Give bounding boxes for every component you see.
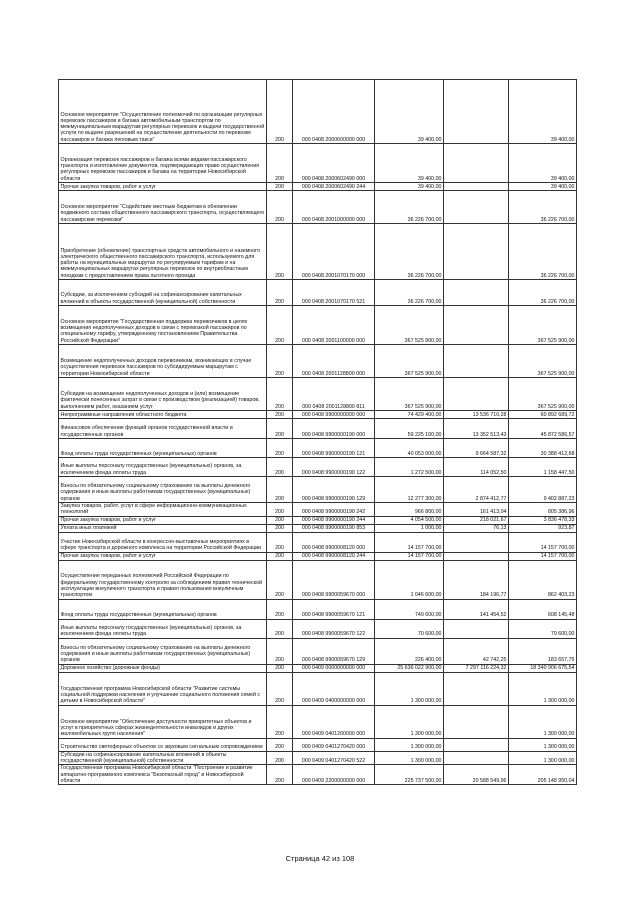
table-row (59, 738, 577, 751)
row-plan-cell: 1 300 000,00 (375, 738, 444, 751)
row-spent-cell (444, 80, 509, 144)
row-name-cell: Прочая закупка товаров, работ и услуг (59, 183, 267, 191)
row-plan-cell: 1 046 600,00 (375, 560, 444, 599)
row-code-cell: 200 (267, 705, 293, 738)
row-kbk-cell: 000 0408 2001070170 521 (293, 280, 375, 306)
table-row (59, 552, 577, 560)
row-remain-cell: 60 892 689,72 (509, 411, 577, 419)
table-row (59, 599, 577, 619)
row-plan-cell: 367 525 900,00 (375, 306, 444, 345)
page-number: Страница 42 из 108 (285, 854, 355, 863)
table-row (59, 532, 577, 552)
row-plan-cell: 39 400,00 (375, 183, 444, 191)
row-remain-cell: 367 525 900,00 (509, 345, 577, 378)
row-code-cell: 200 (267, 552, 293, 560)
row-plan-cell: 4 054 500,00 (375, 516, 444, 524)
row-name-cell: Взносы по обязательному социальному страхованию на выплаты денежного содержания и иные выплаты работникам государственных (муниципальных) органов (59, 477, 267, 503)
row-remain-cell: 1 158 447,50 (509, 458, 577, 477)
row-remain-cell: 39 400,00 (509, 80, 577, 144)
row-name-cell: Уплата иных платежей (59, 524, 267, 532)
row-name-cell: Основное мероприятие "Государственная поддержка перевозчиков в целях возмещения недополученных доходов в связи с перевозкой пассажиров по специальному тарифу, утвержденному постановлением Правительства Российской Федерации" (59, 306, 267, 345)
row-spent-cell: 13 352 513,43 (444, 419, 509, 439)
row-code-cell: 200 (267, 516, 293, 524)
row-remain-cell: 1 300 000,00 (509, 705, 577, 738)
row-kbk-cell: 000 0408 2001100000 000 (293, 306, 375, 345)
row-name-cell: Дорожное хозяйство (дорожные фонды) (59, 664, 267, 672)
row-spent-cell (444, 672, 509, 705)
row-plan-cell: 40 053 000,00 (375, 439, 444, 458)
budget-table (58, 79, 577, 785)
row-plan-cell: 749 600,00 (375, 599, 444, 619)
row-spent-cell: 184 196,77 (444, 560, 509, 599)
row-name-cell: Иные выплаты персоналу государственных (муниципальных) органов, за исключением фонда оплаты труда (59, 458, 267, 477)
row-plan-cell: 1 300 000,00 (375, 705, 444, 738)
table-row (59, 705, 577, 738)
row-name-cell: Участие Новосибирской области в конгрессно-выставочных мероприятиях в сфере транспорта и дорожного комплекса на территории Российской Федерации (59, 532, 267, 552)
row-remain-cell: 30 388 412,68 (509, 439, 577, 458)
row-spent-cell (444, 224, 509, 280)
row-kbk-cell: 000 0408 2000602490 244 (293, 183, 375, 191)
table-row (59, 345, 577, 378)
table-row (59, 439, 577, 458)
row-kbk-cell: 000 0408 9900000000 000 (293, 411, 375, 419)
row-remain-cell: 9 402 887,23 (509, 477, 577, 503)
row-remain-cell: 1 300 000,00 (509, 672, 577, 705)
row-kbk-cell: 000 0409 0401270420 522 (293, 751, 375, 765)
row-kbk-cell: 000 0408 9900059670 000 (293, 560, 375, 599)
row-kbk-cell: 000 0409 0000000000 000 (293, 664, 375, 672)
row-name-cell: Основное мероприятие "Содействие местным бюджетам в обновлении подвижного состава общественного пассажирского транспорта, осуществляющего пассажирские перевозки" (59, 191, 267, 224)
row-code-cell: 200 (267, 599, 293, 619)
row-remain-cell: 36 226 700,00 (509, 224, 577, 280)
row-kbk-cell: 000 0408 9900000190 244 (293, 516, 375, 524)
row-spent-cell (444, 280, 509, 306)
row-plan-cell: 966 800,00 (375, 503, 444, 517)
row-remain-cell: 183 657,75 (509, 638, 577, 664)
row-code-cell: 200 (267, 619, 293, 638)
row-name-cell: Субсидии на софинансирование капитальных вложений в объекты государственной (муниципальной) собственности (59, 751, 267, 765)
row-kbk-cell: 000 0408 9900000190 853 (293, 524, 375, 532)
row-remain-cell: 3 836 478,33 (509, 516, 577, 524)
row-code-cell: 200 (267, 280, 293, 306)
row-remain-cell: 70 600,00 (509, 619, 577, 638)
row-plan-cell: 1 000,00 (375, 524, 444, 532)
row-kbk-cell: 000 0408 9900008120 244 (293, 552, 375, 560)
row-spent-cell (444, 532, 509, 552)
row-code-cell: 200 (267, 664, 293, 672)
row-code-cell: 200 (267, 560, 293, 599)
table-row (59, 191, 577, 224)
row-code-cell: 200 (267, 503, 293, 517)
row-plan-cell: 1 300 000,00 (375, 751, 444, 765)
row-plan-cell: 36 226 700,00 (375, 191, 444, 224)
row-spent-cell (444, 705, 509, 738)
row-code-cell: 200 (267, 638, 293, 664)
row-spent-cell (444, 552, 509, 560)
row-plan-cell: 36 226 700,00 (375, 280, 444, 306)
row-code-cell: 200 (267, 738, 293, 751)
row-spent-cell: 42 742,25 (444, 638, 509, 664)
row-remain-cell: 608 145,48 (509, 599, 577, 619)
row-spent-cell: 76,13 (444, 524, 509, 532)
row-code-cell: 200 (267, 672, 293, 705)
row-plan-cell: 226 400,00 (375, 638, 444, 664)
row-code-cell: 200 (267, 532, 293, 552)
row-plan-cell: 39 400,00 (375, 144, 444, 183)
row-kbk-cell: 000 0408 9900000190 000 (293, 419, 375, 439)
table-row (59, 419, 577, 439)
row-code-cell: 200 (267, 524, 293, 532)
row-kbk-cell: 000 0409 2200000000 000 (293, 765, 375, 785)
row-code-cell: 200 (267, 345, 293, 378)
row-name-cell: Организация перевозок пассажиров и багажа всеми видами пассажирского транспорта и изготовление документов, подтверждающих право осуществления регулярных перевозок пассажиров и багажа на территории Новосибирской области (59, 144, 267, 183)
row-name-cell: Фонд оплаты труда государственных (муниципальных) органов (59, 599, 267, 619)
row-name-cell: Взносы по обязательному социальному страхованию на выплаты денежного содержания и иные выплаты работникам государственных (муниципальных) органов (59, 638, 267, 664)
row-remain-cell: 205 148 950,04 (509, 765, 577, 785)
row-spent-cell: 161 413,04 (444, 503, 509, 517)
row-kbk-cell: 000 0409 0401270420 000 (293, 738, 375, 751)
table-row (59, 765, 577, 785)
row-plan-cell: 74 429 400,00 (375, 411, 444, 419)
table-row (59, 619, 577, 638)
row-kbk-cell: 000 0408 2001070170 000 (293, 224, 375, 280)
row-plan-cell: 70 600,00 (375, 619, 444, 638)
table-row (59, 378, 577, 411)
row-name-cell: Основное мероприятие "Обеспечение доступности приоритетных объектов и услуг в приоритетных сферах жизнедеятельности инвалидов и других маломобильных групп населения" (59, 705, 267, 738)
row-spent-cell: 114 052,50 (444, 458, 509, 477)
row-name-cell: Государственная программа Новосибирской области "Построение и развитие аппаратно-программного комплекса "Безопасный город" в Новосибирской области (59, 765, 267, 785)
row-spent-cell (444, 191, 509, 224)
row-spent-cell: 7 297 116 224,32 (444, 664, 509, 672)
row-name-cell: Возмещение недополученных доходов перевозчикам, возникающих в случае осуществления перевозок пассажиров по субсидируемым маршрутам с территории Новосибирской области (59, 345, 267, 378)
row-spent-cell (444, 751, 509, 765)
row-kbk-cell: 000 0408 9900000190 242 (293, 503, 375, 517)
row-code-cell: 200 (267, 411, 293, 419)
row-plan-cell: 12 277 300,00 (375, 477, 444, 503)
budget-table-body (59, 80, 577, 785)
table-row (59, 477, 577, 503)
row-spent-cell: 13 536 710,28 (444, 411, 509, 419)
row-spent-cell: 141 454,52 (444, 599, 509, 619)
table-row (59, 144, 577, 183)
row-name-cell: Субсидии на возмещение недополученных доходов и (или) возмещение фактически понесенных затрат в связи с производством (реализацией) товаров, выполнением работ, оказанием услуг (59, 378, 267, 411)
row-code-cell: 200 (267, 419, 293, 439)
row-remain-cell: 39 400,00 (509, 144, 577, 183)
table-row (59, 458, 577, 477)
row-kbk-cell: 000 0408 9900000190 122 (293, 458, 375, 477)
table-row (59, 224, 577, 280)
row-plan-cell: 367 525 900,00 (375, 345, 444, 378)
row-remain-cell: 45 872 586,57 (509, 419, 577, 439)
row-remain-cell: 36 226 700,00 (509, 191, 577, 224)
row-plan-cell: 39 400,00 (375, 80, 444, 144)
row-name-cell: Финансовое обеспечение функций органов государственной власти и государственных органов (59, 419, 267, 439)
row-name-cell: Осуществление переданных полномочий Российской Федерации по федеральному государственному контролю за соблюдением правил технической эксплуатации внеуличного транспорта и правил пользования внеуличным транспортом (59, 560, 267, 599)
table-row (59, 560, 577, 599)
table-row (59, 280, 577, 306)
row-code-cell: 200 (267, 144, 293, 183)
row-kbk-cell: 000 0408 9900059670 129 (293, 638, 375, 664)
row-code-cell: 200 (267, 224, 293, 280)
row-kbk-cell: 000 0408 9900000190 129 (293, 477, 375, 503)
row-name-cell: Непрограммные направления областного бюджета (59, 411, 267, 419)
row-name-cell: Приобретение (обновление) транспортных средств автомобильного и наземного электрического общественного пассажирского транспорта, используемого для работы на муниципальных маршрутах по регулируемым тарифам и на межмуниципальных маршрутах регулярных перевозок по внутриобластным поездкам с предоставлением права льготного проезда (59, 224, 267, 280)
table-row (59, 516, 577, 524)
row-remain-cell: 39 400,00 (509, 183, 577, 191)
row-kbk-cell: 000 0408 2000602490 000 (293, 144, 375, 183)
row-kbk-cell: 000 0408 9900008120 000 (293, 532, 375, 552)
row-spent-cell (444, 345, 509, 378)
row-spent-cell (444, 183, 509, 191)
row-remain-cell: 923,87 (509, 524, 577, 532)
row-spent-cell (444, 378, 509, 411)
row-remain-cell: 805 386,96 (509, 503, 577, 517)
row-name-cell: Фонд оплаты труда государственных (муниципальных) органов (59, 439, 267, 458)
row-kbk-cell: 000 0408 2001000000 000 (293, 191, 375, 224)
table-row (59, 183, 577, 191)
row-kbk-cell: 000 0408 2001128800 811 (293, 378, 375, 411)
row-code-cell: 200 (267, 306, 293, 345)
table-row (59, 503, 577, 517)
row-name-cell: Государственная программа Новосибирской области "Развитие системы социальной поддержки населения и улучшение социального положения семей с детьми в Новосибирской области" (59, 672, 267, 705)
row-remain-cell: 862 403,23 (509, 560, 577, 599)
row-plan-cell: 1 300 000,00 (375, 672, 444, 705)
row-name-cell: Иные выплаты персоналу государственных (муниципальных) органов, за исключением фонда оплаты труда (59, 619, 267, 638)
row-code-cell: 200 (267, 458, 293, 477)
row-spent-cell (444, 144, 509, 183)
row-kbk-cell: 000 0408 2000600000 000 (293, 80, 375, 144)
row-spent-cell: 218 021,67 (444, 516, 509, 524)
row-kbk-cell: 000 0408 9900059670 121 (293, 599, 375, 619)
table-row (59, 306, 577, 345)
row-remain-cell: 14 157 700,00 (509, 552, 577, 560)
row-code-cell: 200 (267, 183, 293, 191)
row-plan-cell: 25 636 022 900,00 (375, 664, 444, 672)
row-name-cell: Строительство светофорных объектов со звуковым сигнальным сопровождением (59, 738, 267, 751)
row-code-cell: 200 (267, 378, 293, 411)
row-code-cell: 200 (267, 439, 293, 458)
row-spent-cell: 9 664 587,32 (444, 439, 509, 458)
row-spent-cell: 20 588 549,96 (444, 765, 509, 785)
row-kbk-cell: 000 0408 9900059670 122 (293, 619, 375, 638)
row-kbk-cell: 000 0409 0400000000 000 (293, 672, 375, 705)
table-row (59, 672, 577, 705)
row-plan-cell: 225 737 500,00 (375, 765, 444, 785)
table-row (59, 664, 577, 672)
row-plan-cell: 14 157 700,00 (375, 532, 444, 552)
row-code-cell: 200 (267, 191, 293, 224)
row-code-cell: 200 (267, 765, 293, 785)
row-name-cell: Прочая закупка товаров, работ и услуг (59, 516, 267, 524)
row-remain-cell: 367 525 900,00 (509, 378, 577, 411)
row-code-cell: 200 (267, 751, 293, 765)
table-row (59, 524, 577, 532)
table-row (59, 411, 577, 419)
row-code-cell: 200 (267, 477, 293, 503)
row-code-cell: 200 (267, 80, 293, 144)
row-spent-cell (444, 306, 509, 345)
row-kbk-cell: 000 0408 2001128800 000 (293, 345, 375, 378)
row-plan-cell: 1 272 500,00 (375, 458, 444, 477)
row-name-cell: Субсидии, за исключением субсидий на софинансирование капитальных вложений в объекты государственной (муниципальной) собственности (59, 280, 267, 306)
row-plan-cell: 14 157 700,00 (375, 552, 444, 560)
row-kbk-cell: 000 0408 9900000190 121 (293, 439, 375, 458)
row-remain-cell: 1 300 000,00 (509, 751, 577, 765)
row-spent-cell (444, 619, 509, 638)
row-remain-cell: 367 525 900,00 (509, 306, 577, 345)
row-remain-cell: 36 226 700,00 (509, 280, 577, 306)
row-spent-cell: 2 874 412,77 (444, 477, 509, 503)
row-plan-cell: 36 226 700,00 (375, 224, 444, 280)
table-row (59, 751, 577, 765)
row-kbk-cell: 000 0409 0401200000 000 (293, 705, 375, 738)
row-remain-cell: 14 157 700,00 (509, 532, 577, 552)
row-name-cell: Основное мероприятие "Осуществление полномочий по организации регулярных перевозок пассажиров и багажа автомобильным транспортом по межмуниципальным маршрутам регулярных перевозок и выдачи государственной услуги по выдаче разрешений на осуществление деятельности по перевозке пассажиров и багажа легковым такси" (59, 80, 267, 144)
row-plan-cell: 367 525 900,00 (375, 378, 444, 411)
row-remain-cell: 18 340 906 675,54 (509, 664, 577, 672)
row-name-cell: Прочая закупка товаров, работ и услуг (59, 552, 267, 560)
row-plan-cell: 59 225 100,00 (375, 419, 444, 439)
row-name-cell: Закупка товаров, работ, услуг в сфере информационно-коммуникационных технологий (59, 503, 267, 517)
row-spent-cell (444, 738, 509, 751)
table-row (59, 80, 577, 144)
row-remain-cell: 1 300 000,00 (509, 738, 577, 751)
table-row (59, 638, 577, 664)
